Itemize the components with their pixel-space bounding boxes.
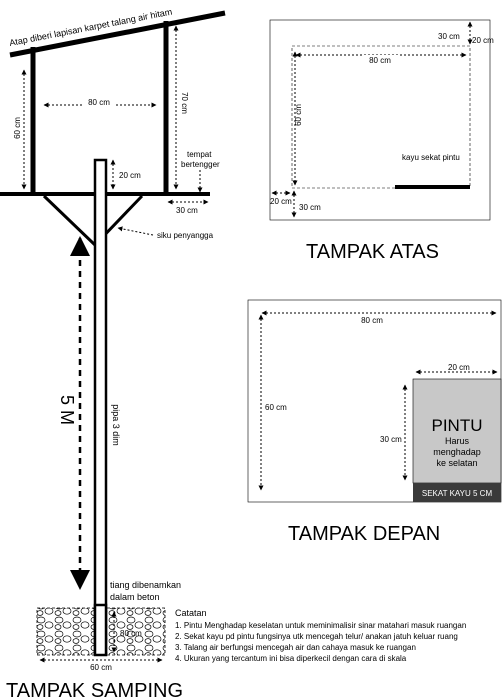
top-dim-80-label: 80 cm <box>369 56 391 65</box>
dim-5m-label: 5 M <box>57 394 77 426</box>
top-outer-box <box>270 20 490 220</box>
top-view <box>270 20 494 263</box>
side-view-title: TAMPAK SAMPING <box>6 680 184 700</box>
notes-heading: Catatan <box>175 608 207 618</box>
front-dim-80-label: 80 cm <box>361 316 383 325</box>
top-dim-30-label: 30 cm <box>438 32 460 41</box>
top-view-title: TAMPAK ATAS <box>306 241 439 263</box>
note-item: 4. Ukuran yang tercantum ini bisa diperkecil dengan cara di skala <box>175 654 407 663</box>
front-dim-30-label: 30 cm <box>380 435 402 444</box>
perch-label-2: bertengger <box>181 160 220 169</box>
dim-20-label: 20 cm <box>119 171 141 180</box>
brace-pointer <box>118 228 153 235</box>
support-brace <box>44 196 142 245</box>
dim-80-label: 80 cm <box>88 98 110 107</box>
dim-30-label: 30 cm <box>176 206 198 215</box>
pole <box>95 160 106 653</box>
top-divider-bar <box>395 185 470 189</box>
embed-label-1: tiang dibenamkan <box>110 580 182 590</box>
door-note-3: ke selatan <box>436 458 478 468</box>
notes <box>175 608 466 663</box>
top-divider-label: kayu sekat pintu <box>402 153 460 162</box>
side-view <box>0 7 225 700</box>
top-dim-20-left-label: 20 cm <box>270 197 292 206</box>
front-view <box>248 300 501 545</box>
door-note-1: Harus <box>444 436 470 446</box>
note-item: 2. Sekat kayu pd pintu fungsinya utk mencegah telur/ anakan jatuh keluar ruang <box>175 632 458 641</box>
door-title: PINTU <box>431 416 483 435</box>
concrete-w-label: 60 cm <box>90 663 112 672</box>
top-dim-60-label: 60 cm <box>294 104 303 126</box>
perch-label-1: tempat <box>187 150 212 159</box>
top-dim-20-right-label: 20 cm <box>472 36 494 45</box>
front-view-title: TAMPAK DEPAN <box>288 523 441 545</box>
brace-label: siku penyangga <box>157 231 214 240</box>
roof-note: Atap diberi lapisan karpet talang air hitam <box>8 6 173 48</box>
door-note-2: menghadap <box>433 447 481 457</box>
top-dim-30-bottom-label: 30 cm <box>299 203 321 212</box>
dim-70-label: 70 cm <box>180 92 189 114</box>
embed-label-2: dalam beton <box>110 592 160 602</box>
front-dim-20-label: 20 cm <box>448 363 470 372</box>
front-dim-60-label: 60 cm <box>265 403 287 412</box>
divider-label: SEKAT KAYU 5 CM <box>421 489 493 498</box>
concrete-h-label: 80 cm <box>120 629 142 638</box>
note-item: 3. Talang air berfungsi mencegah air dan cahaya masuk ke ruangan <box>175 643 416 652</box>
note-item: 1. Pintu Menghadap keselatan untuk meminimalisir sinar matahari masuk ruangan <box>175 621 467 630</box>
dim-60-label: 60 cm <box>13 117 22 139</box>
pipe-label: pipa 3 dim <box>111 404 121 446</box>
